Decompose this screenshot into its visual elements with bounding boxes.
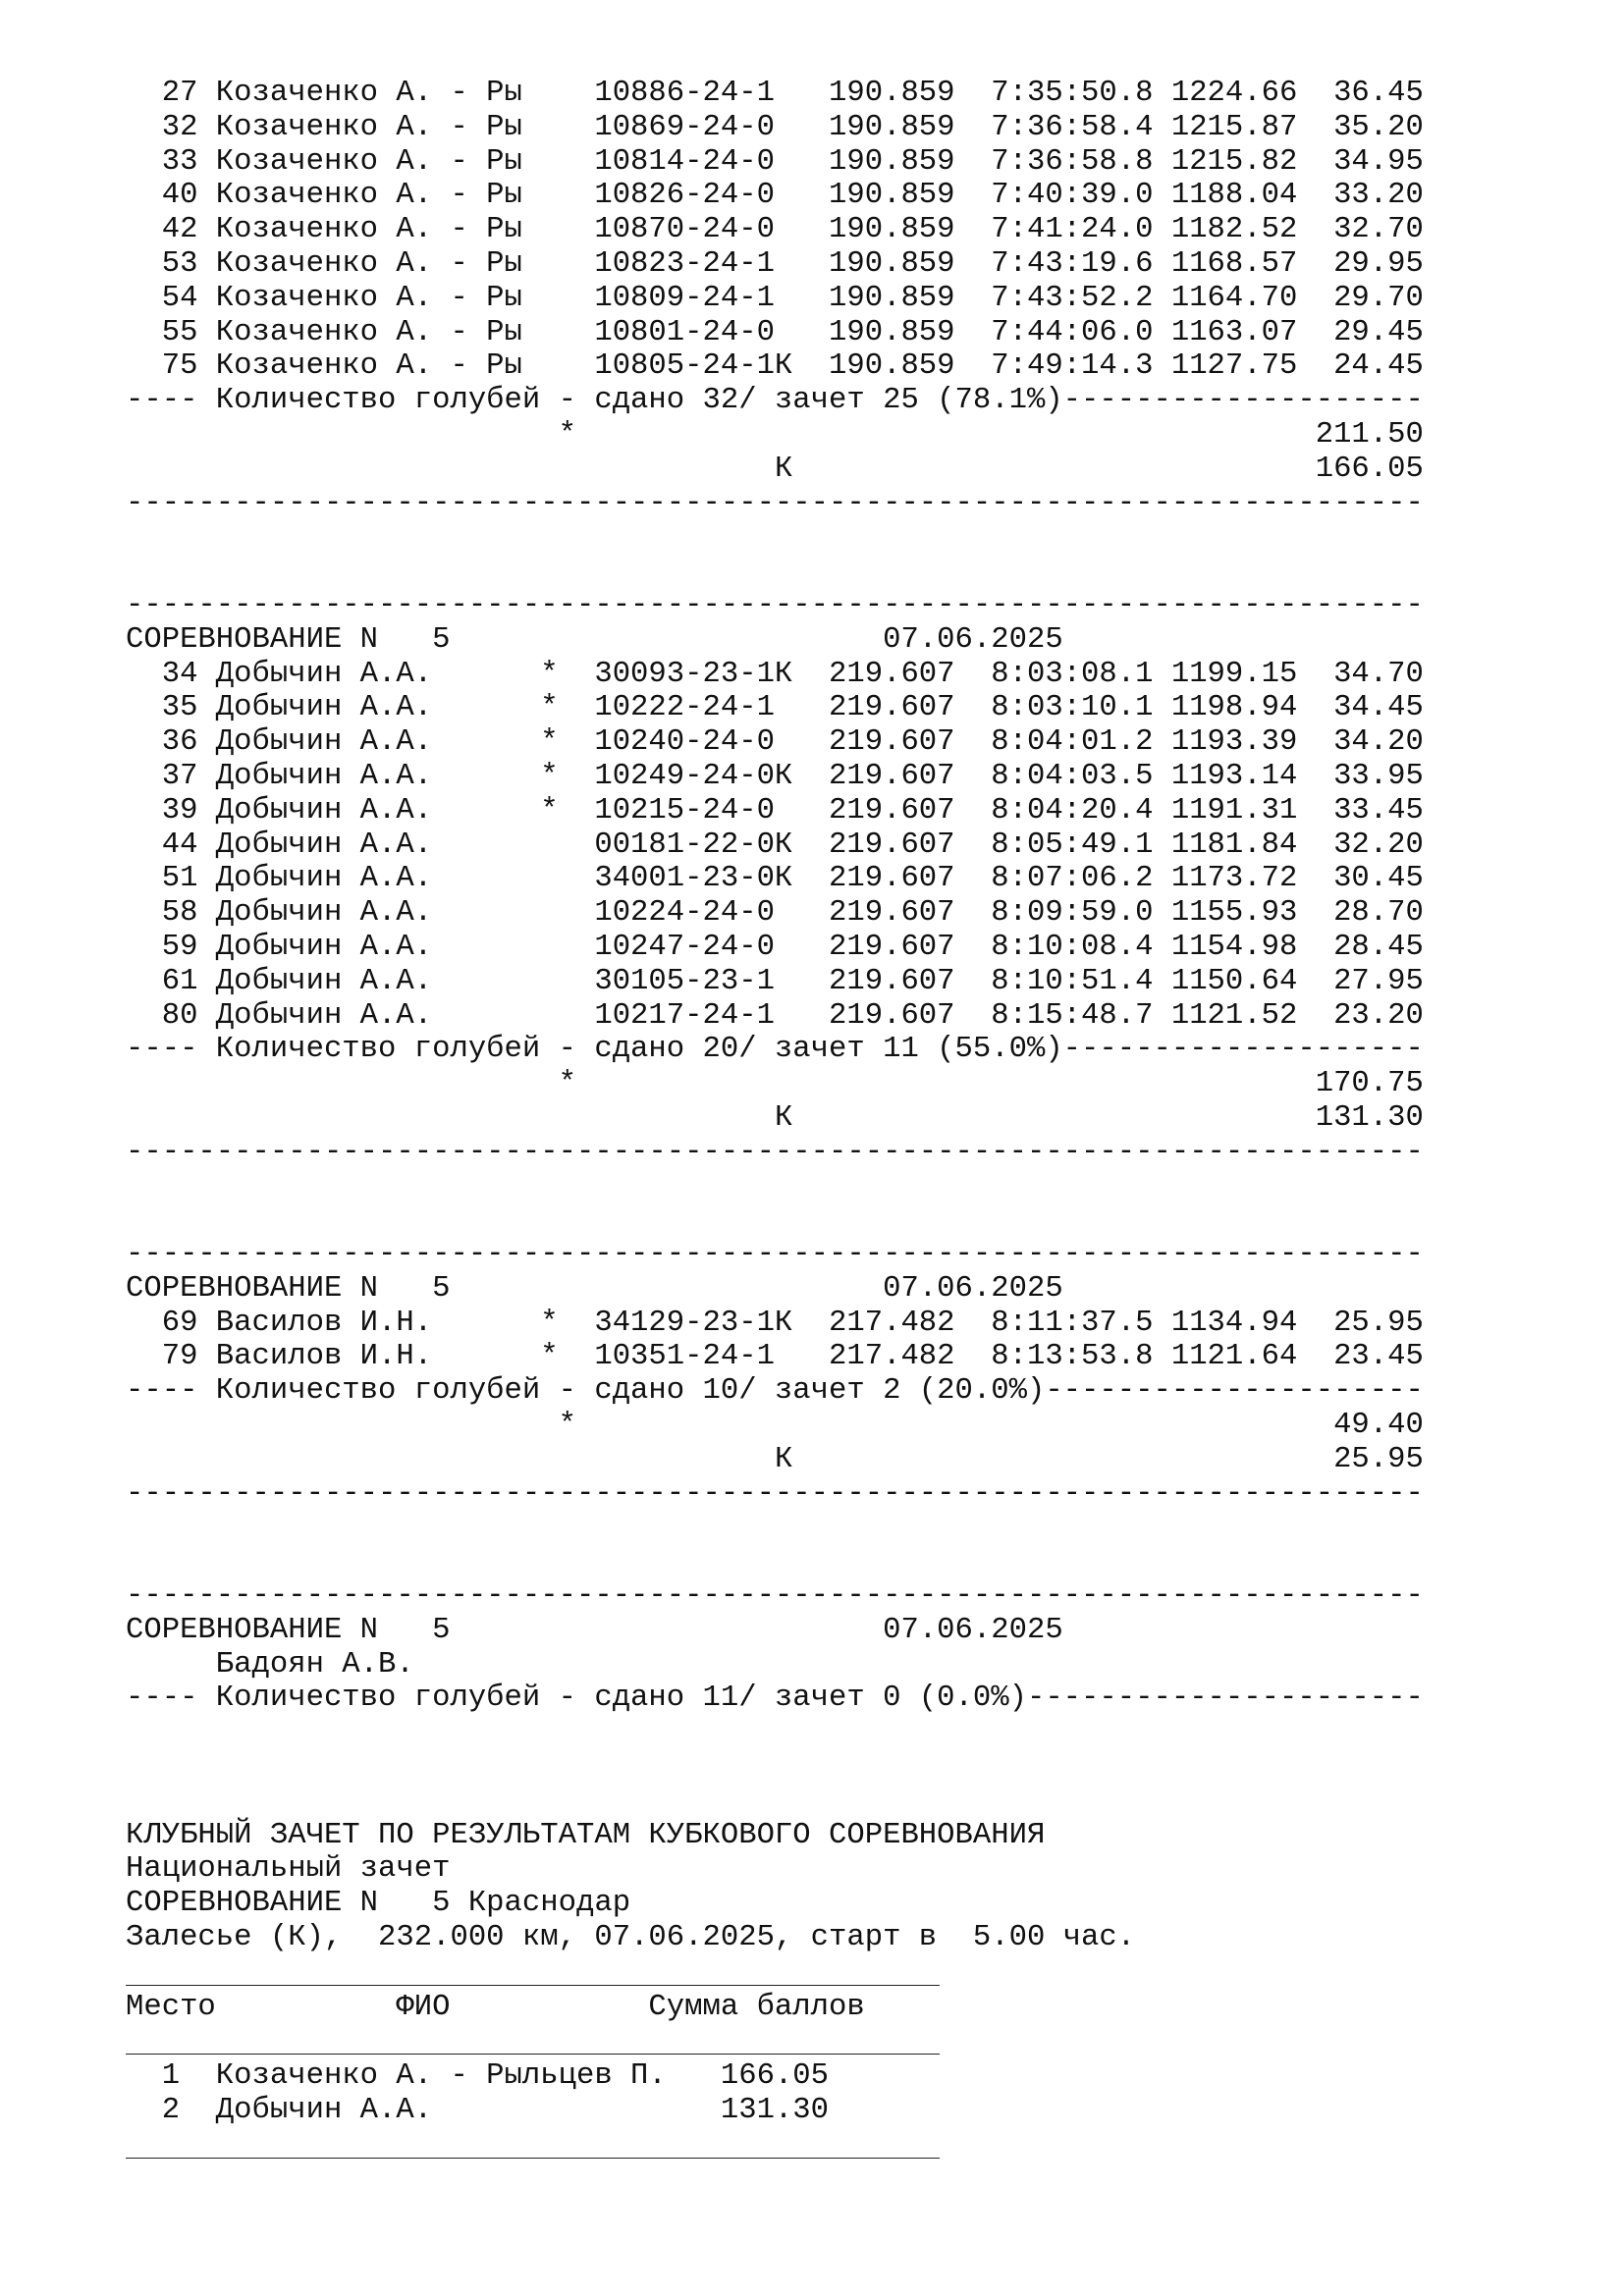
club-row-sum: 166.05	[720, 2059, 830, 2094]
row-speed: 1193.39	[1170, 725, 1298, 760]
club-header-place: Место	[126, 1990, 216, 2024]
competition-date: 07.06.2025	[883, 1613, 1063, 1647]
row-name: Добычин А.А.	[215, 930, 433, 964]
result-row	[126, 931, 1424, 965]
row-place: 33	[161, 144, 198, 179]
total-k-value: 166.05	[1315, 452, 1424, 486]
table-header-row-1	[126, 520, 1424, 555]
row-score: 27.95	[1333, 964, 1424, 998]
blank-line	[126, 1785, 1424, 1819]
row-name: Добычин А.А.	[215, 896, 433, 931]
row-ring: 34129-23-1К	[594, 1306, 793, 1340]
row-speed: 1191.31	[1170, 793, 1298, 828]
row-time: 8:09:59.0	[991, 896, 1154, 931]
result-row	[126, 111, 1424, 145]
total-k-label: К	[774, 1100, 793, 1135]
row-km: 190.859	[829, 179, 955, 213]
row-place: 34	[161, 657, 198, 691]
row-score: 29.70	[1333, 281, 1424, 315]
separator-line: ------------------------------------------------------------------------	[126, 486, 1424, 520]
result-row	[126, 896, 1424, 931]
row-km: 219.607	[829, 691, 955, 725]
club-competition: СОРЕВНОВАНИЕ N 5 Краснодар	[126, 1887, 631, 1921]
row-speed: 1199.15	[1170, 657, 1298, 691]
row-speed: 1182.52	[1170, 213, 1298, 247]
row-ring: 00181-22-0К	[594, 828, 793, 862]
row-ring: 10826-24-0	[594, 179, 775, 213]
row-name: Козаченко А. - Ры	[215, 77, 522, 110]
row-mark: *	[540, 1340, 559, 1374]
row-score: 23.20	[1333, 998, 1424, 1033]
row-name: Добычин А.А.	[215, 998, 433, 1033]
row-mark: *	[540, 691, 559, 725]
competition-date: 07.06.2025	[883, 622, 1063, 657]
club-header-line	[126, 1991, 1424, 2025]
summary-line	[126, 1033, 1424, 1067]
row-place: 55	[161, 315, 198, 349]
result-row	[126, 247, 1424, 282]
club-row-place: 1	[161, 2059, 181, 2094]
row-place: 61	[161, 964, 198, 998]
row-time: 7:36:58.4	[991, 110, 1154, 144]
row-name: Козаченко А. - Ры	[215, 246, 522, 281]
row-time: 8:15:48.7	[991, 998, 1154, 1033]
row-score: 28.70	[1333, 896, 1424, 931]
separator-line: ------------------------------------------------------------------------	[126, 1135, 1424, 1169]
club-title: КЛУБНЫЙ ЗАЧЕТ ПО РЕЗУЛЬТАТАМ КУБКОВОГО СОРЕВНОВАНИЯ	[126, 1818, 1046, 1852]
row-place: 40	[161, 179, 198, 213]
row-place: 27	[161, 77, 198, 110]
competition-title: СОРЕВНОВАНИЕ N 5	[126, 1271, 451, 1306]
row-place: 39	[161, 793, 198, 828]
row-score: 29.45	[1333, 315, 1424, 349]
row-score: 24.45	[1333, 349, 1424, 384]
row-speed: 1168.57	[1170, 246, 1298, 281]
row-time: 8:07:06.2	[991, 862, 1154, 896]
row-ring: 34001-23-0К	[594, 862, 793, 896]
row-km: 190.859	[829, 110, 955, 144]
row-ring: 10801-24-0	[594, 315, 775, 349]
row-ring: 10240-24-0	[594, 725, 775, 760]
row-ring: 10869-24-0	[594, 110, 775, 144]
result-row	[126, 179, 1424, 213]
row-mark: *	[540, 759, 559, 793]
club-header-sum: Сумма баллов	[648, 1990, 865, 2024]
row-time: 7:49:14.3	[991, 349, 1154, 384]
table-header-row-2	[126, 555, 1424, 589]
row-place: 59	[161, 930, 198, 964]
club-details: Залесье (К), 232.000 км, 07.06.2025, старт в 5.00 час.	[126, 1921, 1136, 1955]
row-name: Добычин А.А.	[215, 964, 433, 998]
row-speed: 1188.04	[1170, 179, 1298, 213]
result-row	[126, 349, 1424, 384]
summary-text: ---- Количество голубей - сдано 20/ зачет 11 (55.0%)--------------------	[126, 1033, 1424, 1067]
club-title-line	[126, 1819, 1424, 1853]
row-time: 7:35:50.8	[991, 77, 1154, 110]
result-row	[126, 725, 1424, 760]
separator-line: ------------------------------------------------------------------------	[126, 1476, 1424, 1511]
row-km: 190.859	[829, 281, 955, 315]
row-place: 79	[161, 1340, 198, 1374]
row-time: 8:03:08.1	[991, 657, 1154, 691]
row-km: 190.859	[829, 246, 955, 281]
row-km: 219.607	[829, 930, 955, 964]
row-score: 33.45	[1333, 793, 1424, 828]
row-time: 8:05:49.1	[991, 828, 1154, 862]
underline-rule	[126, 1955, 940, 1986]
result-row	[126, 1307, 1424, 1341]
row-ring: 10224-24-0	[594, 896, 775, 931]
row-score: 28.45	[1333, 930, 1424, 964]
row-time: 8:04:01.2	[991, 725, 1154, 760]
row-km: 219.607	[829, 759, 955, 793]
row-place: 80	[161, 998, 198, 1033]
row-speed: 1173.72	[1170, 862, 1298, 896]
row-time: 8:04:03.5	[991, 759, 1154, 793]
row-score: 34.70	[1333, 657, 1424, 691]
row-score: 25.95	[1333, 1306, 1424, 1340]
result-row	[126, 862, 1424, 896]
row-place: 58	[161, 896, 198, 931]
row-score: 23.45	[1333, 1340, 1424, 1374]
row-score: 34.45	[1333, 691, 1424, 725]
row-place: 69	[161, 1306, 198, 1340]
result-row	[126, 828, 1424, 863]
row-place: 44	[161, 828, 198, 862]
club-row	[126, 2094, 1424, 2128]
competition-line	[126, 623, 1424, 658]
result-row	[126, 965, 1424, 999]
row-ring: 10805-24-1К	[594, 349, 793, 384]
row-place: 54	[161, 281, 198, 315]
row-speed: 1127.75	[1170, 349, 1298, 384]
table-header-row-2	[126, 1203, 1424, 1238]
row-time: 8:13:53.8	[991, 1340, 1154, 1374]
row-km: 217.482	[829, 1306, 955, 1340]
row-score: 33.95	[1333, 759, 1424, 793]
row-time: 7:36:58.8	[991, 144, 1154, 179]
row-place: 35	[161, 691, 198, 725]
row-score: 35.20	[1333, 110, 1424, 144]
club-row	[126, 2059, 1424, 2094]
total-star-line	[126, 1067, 1424, 1101]
row-place: 53	[161, 246, 198, 281]
row-place: 42	[161, 213, 198, 247]
summary-line	[126, 384, 1424, 418]
row-ring: 10217-24-1	[594, 998, 775, 1033]
row-km: 219.607	[829, 862, 955, 896]
result-row	[126, 213, 1424, 247]
club-row-name: Козаченко А. - Рыльцев П.	[215, 2059, 667, 2094]
underline-rule	[126, 2024, 940, 2055]
total-k-label: К	[774, 1442, 793, 1476]
blank-line	[126, 1716, 1424, 1750]
row-ring: 30093-23-1К	[594, 657, 793, 691]
row-ring: 10249-24-0К	[594, 759, 793, 793]
row-km: 219.607	[829, 998, 955, 1033]
row-ring: 10809-24-1	[594, 281, 775, 315]
row-mark: *	[540, 1306, 559, 1340]
row-score: 32.20	[1333, 828, 1424, 862]
row-score: 33.20	[1333, 179, 1424, 213]
result-row	[126, 760, 1424, 794]
total-star-value: 170.75	[1315, 1067, 1424, 1101]
row-ring: 10886-24-1	[594, 77, 775, 110]
row-place: 51	[161, 862, 198, 896]
total-star-label: *	[558, 417, 576, 452]
row-name: Добычин А.А.	[215, 759, 433, 793]
row-time: 7:44:06.0	[991, 315, 1154, 349]
total-k-line	[126, 1443, 1424, 1477]
row-speed: 1154.98	[1170, 930, 1298, 964]
club-row-sum: 131.30	[720, 2094, 830, 2128]
competition-line	[126, 1614, 1424, 1648]
total-k-label: К	[774, 452, 793, 486]
row-place: 32	[161, 110, 198, 144]
row-name: Козаченко А. - Ры	[215, 144, 522, 179]
club-competition-line	[126, 1887, 1424, 1921]
row-speed: 1193.14	[1170, 759, 1298, 793]
result-row	[126, 691, 1424, 725]
row-name: Козаченко А. - Ры	[215, 281, 522, 315]
row-km: 190.859	[829, 349, 955, 384]
separator-line: ------------------------------------------------------------------------	[126, 588, 1424, 622]
entrant-line	[126, 1648, 1424, 1682]
row-km: 219.607	[829, 725, 955, 760]
summary-line	[126, 1682, 1424, 1716]
row-ring: 10823-24-1	[594, 246, 775, 281]
row-ring: 30105-23-1	[594, 964, 775, 998]
row-ring: 10351-24-1	[594, 1340, 775, 1374]
total-star-line	[126, 418, 1424, 453]
row-ring: 10247-24-0	[594, 930, 775, 964]
separator-line: ------------------------------------------------------------------------	[126, 1238, 1424, 1272]
row-ring: 10814-24-0	[594, 144, 775, 179]
row-km: 219.607	[829, 828, 955, 862]
row-time: 8:10:51.4	[991, 964, 1154, 998]
club-row-place: 2	[161, 2094, 181, 2128]
results-document	[126, 77, 1424, 2163]
row-name: Добычин А.А.	[215, 828, 433, 862]
total-star-value: 211.50	[1315, 417, 1424, 452]
competition-date: 07.06.2025	[883, 1271, 1063, 1306]
total-k-value: 131.30	[1315, 1100, 1424, 1135]
row-speed: 1215.82	[1170, 144, 1298, 179]
row-name: Василов И.Н.	[215, 1340, 433, 1374]
summary-text: ---- Количество голубей - сдано 32/ зачет 25 (78.1%)--------------------	[126, 384, 1424, 418]
row-time: 8:10:08.4	[991, 930, 1154, 964]
total-star-line	[126, 1409, 1424, 1443]
row-time: 7:41:24.0	[991, 213, 1154, 247]
underline-rule	[126, 2128, 940, 2159]
row-km: 219.607	[829, 657, 955, 691]
row-score: 34.95	[1333, 144, 1424, 179]
club-row-name: Добычин А.А.	[215, 2094, 433, 2128]
row-km: 190.859	[829, 213, 955, 247]
table-header-row-2	[126, 1545, 1424, 1579]
total-k-line	[126, 1101, 1424, 1136]
row-name: Козаченко А. - Ры	[215, 110, 522, 144]
competition-title: СОРЕВНОВАНИЕ N 5	[126, 1613, 451, 1647]
total-star-value: 49.40	[1333, 1409, 1424, 1443]
summary-text: ---- Количество голубей - сдано 10/ зачет 2 (20.0%)---------------------	[126, 1374, 1424, 1409]
row-km: 219.607	[829, 896, 955, 931]
row-place: 36	[161, 725, 198, 760]
row-time: 7:43:52.2	[991, 281, 1154, 315]
row-speed: 1134.94	[1170, 1306, 1298, 1340]
row-ring: 10215-24-0	[594, 793, 775, 828]
row-speed: 1215.87	[1170, 110, 1298, 144]
row-speed: 1181.84	[1170, 828, 1298, 862]
row-km: 219.607	[829, 964, 955, 998]
row-speed: 1198.94	[1170, 691, 1298, 725]
row-ring: 10222-24-1	[594, 691, 775, 725]
result-row	[126, 658, 1424, 692]
row-km: 190.859	[829, 315, 955, 349]
row-mark: *	[540, 793, 559, 828]
row-time: 7:43:19.6	[991, 246, 1154, 281]
row-score: 32.70	[1333, 213, 1424, 247]
row-place: 75	[161, 349, 198, 384]
row-name: Козаченко А. - Ры	[215, 349, 522, 384]
row-time: 8:04:20.4	[991, 793, 1154, 828]
club-header-name: ФИО	[396, 1990, 451, 2024]
row-name: Добычин А.А.	[215, 862, 433, 896]
row-mark: *	[540, 657, 559, 691]
row-time: 7:40:39.0	[991, 179, 1154, 213]
row-speed: 1224.66	[1170, 77, 1298, 110]
total-k-line	[126, 453, 1424, 487]
result-row	[126, 1340, 1424, 1374]
result-row	[126, 999, 1424, 1034]
row-km: 190.859	[829, 144, 955, 179]
row-name: Козаченко А. - Ры	[215, 213, 522, 247]
row-score: 29.95	[1333, 246, 1424, 281]
result-row	[126, 282, 1424, 316]
row-score: 34.20	[1333, 725, 1424, 760]
row-speed: 1121.52	[1170, 998, 1298, 1033]
row-name: Добычин А.А.	[215, 657, 433, 691]
blank-line	[126, 1750, 1424, 1785]
club-subtitle: Национальный зачет	[126, 1852, 451, 1887]
row-km: 219.607	[829, 793, 955, 828]
row-speed: 1163.07	[1170, 315, 1298, 349]
row-speed: 1150.64	[1170, 964, 1298, 998]
competition-title: СОРЕВНОВАНИЕ N 5	[126, 622, 451, 657]
row-time: 8:03:10.1	[991, 691, 1154, 725]
row-name: Василов И.Н.	[215, 1306, 433, 1340]
total-star-label: *	[558, 1067, 576, 1101]
entrant-name: Бадоян А.В.	[215, 1647, 414, 1682]
row-name: Козаченко А. - Ры	[215, 315, 522, 349]
row-km: 190.859	[829, 77, 955, 110]
row-ring: 10870-24-0	[594, 213, 775, 247]
row-score: 30.45	[1333, 862, 1424, 896]
row-km: 217.482	[829, 1340, 955, 1374]
separator-line: ------------------------------------------------------------------------	[126, 1579, 1424, 1614]
summary-line	[126, 1374, 1424, 1409]
row-speed: 1164.70	[1170, 281, 1298, 315]
row-name: Добычин А.А.	[215, 725, 433, 760]
row-speed: 1121.64	[1170, 1340, 1298, 1374]
row-name: Козаченко А. - Ры	[215, 179, 522, 213]
row-mark: *	[540, 725, 559, 760]
table-header-row-1	[126, 1511, 1424, 1545]
row-speed: 1155.93	[1170, 896, 1298, 931]
club-details-line	[126, 1921, 1424, 1955]
row-name: Добычин А.А.	[215, 793, 433, 828]
total-k-value: 25.95	[1333, 1442, 1424, 1476]
club-subtitle-line	[126, 1852, 1424, 1887]
row-name: Добычин А.А.	[215, 691, 433, 725]
result-row	[126, 794, 1424, 828]
result-row	[126, 145, 1424, 180]
row-score: 36.45	[1333, 77, 1424, 110]
result-row	[126, 316, 1424, 350]
row-time: 8:11:37.5	[991, 1306, 1154, 1340]
table-header-row-1	[126, 1170, 1424, 1204]
row-place: 37	[161, 759, 198, 793]
competition-line	[126, 1272, 1424, 1307]
result-row	[126, 77, 1424, 111]
total-star-label: *	[558, 1409, 576, 1443]
summary-text: ---- Количество голубей - сдано 11/ зачет 0 (0.0%)----------------------	[126, 1682, 1424, 1716]
